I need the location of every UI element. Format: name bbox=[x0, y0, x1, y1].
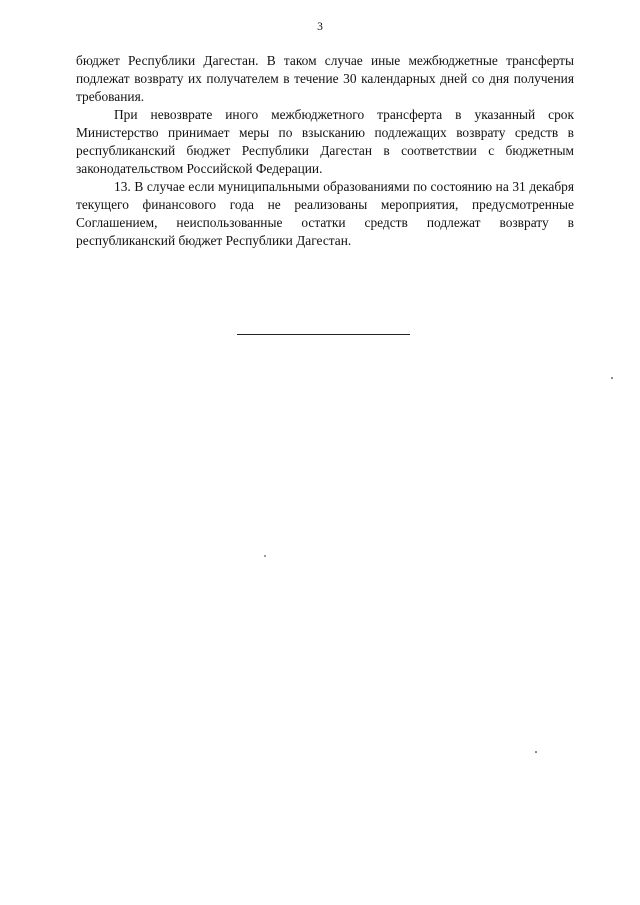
scan-speck bbox=[264, 555, 266, 557]
scan-speck bbox=[611, 377, 613, 379]
paragraph-continuation: бюджет Республики Дагестан. В таком случае иные межбюджетные трансферты подлежат возврату их получателем в течение 30 календарных дней со дня получения требования. bbox=[76, 53, 574, 104]
paragraph-13-unused-balances: 13. В случае если муниципальными образованиями по состоянию на 31 декабря текущего финансового года не реализованы мероприятия, предусмотренные Соглашением, неиспользованные остатки средств подлежат возврату в республиканский бюджет Республики Дагестан. bbox=[76, 179, 574, 248]
paragraph-non-return-measures: При невозврате иного межбюджетного трансферта в указанный срок Министерство принимает меры по взысканию подлежащих возврату средств в республиканский бюджет Республики Дагестан в соответствии с бюджетным законодательством Российской Федерации. bbox=[76, 107, 574, 176]
closing-divider-line bbox=[237, 334, 410, 335]
page-number: 3 bbox=[317, 21, 323, 33]
document-body bbox=[76, 52, 574, 250]
scan-speck bbox=[535, 751, 537, 753]
